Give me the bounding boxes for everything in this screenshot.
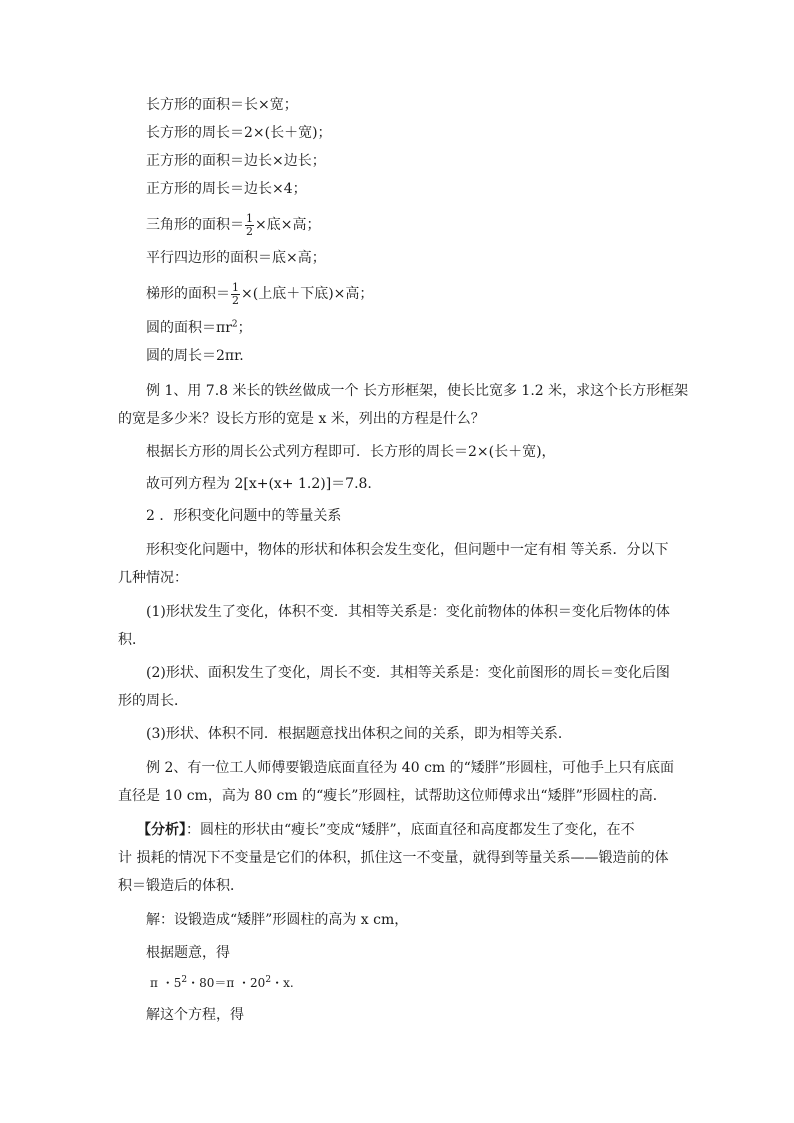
section2-intro1: 形积变化问题中，物体的形状和体积会发生变化，但问题中一定有相 等关系．分以下: [146, 542, 669, 558]
trapezoid-area-prefix: 梯形的面积＝: [146, 286, 230, 302]
formula-square-area: 正方形的面积＝边长×边长；: [146, 153, 326, 169]
circle-area-exponent: 2: [231, 319, 238, 330]
section2-case1-b: 积．: [118, 632, 146, 648]
section2-case1-a: (1)形状发生了变化，体积不变．其相等关系是：变化前物体的体积＝变化后物体的体: [146, 604, 670, 620]
fraction-denominator: 2: [246, 224, 253, 238]
equation-part-c: ・x.: [271, 976, 294, 990]
fraction-denominator: 2: [232, 293, 239, 307]
equation-part-b: ・80＝π ・20: [187, 976, 266, 990]
circle-area-suffix: ；: [237, 320, 252, 336]
formula-parallelogram-area: 平行四边形的面积＝底×高；: [146, 250, 326, 266]
section2-case2-b: 形的周长．: [118, 693, 188, 709]
solution-line1: 解：设锻造成“矮胖”形圆柱的高为 x cm，: [146, 912, 409, 928]
formula-trapezoid-area: [146, 279, 373, 309]
example2-analysis1: [137, 820, 635, 840]
triangle-area-prefix: 三角形的面积＝: [146, 217, 244, 233]
example2-analysis3: 积＝锻造后的体积．: [118, 878, 244, 894]
equation-exponent-a: 2: [181, 975, 188, 985]
section2-intro2: 几种情况：: [118, 570, 188, 586]
example1-line2: 的宽是多少米？设长方形的宽是 x 米，列出的方程是什么？: [118, 411, 485, 427]
triangle-area-suffix: ×底×高；: [255, 217, 321, 233]
analysis-text: ：圆柱的形状由“瘦长”变成“矮胖”，底面直径和高度都发生了变化，在不: [186, 822, 635, 838]
example1-line1: 例 1、用 7.8 米长的铁丝做成一个 长方形框架，使长比宽多 1.2 米，求这个长方形框架: [146, 383, 689, 399]
formula-square-perimeter: 正方形的周长＝边长×4；: [146, 181, 307, 197]
fraction-one-half: [245, 213, 254, 238]
equation-exponent-b: 2: [265, 975, 272, 985]
analysis-label: 【分析】: [137, 822, 186, 838]
fraction-numerator: 1: [246, 211, 253, 225]
solution-equation: [150, 973, 294, 993]
example2-line2: 直径是 10 cm，高为 80 cm 的“瘦长”形圆柱，试帮助这位师傅求出“矮胖”形圆柱的高．: [118, 788, 667, 804]
solution-line2: 根据题意，得: [146, 945, 230, 961]
formula-circle-perimeter: 圆的周长＝2πr.: [146, 348, 244, 364]
section2-heading: 2 ．形积变化问题中的等量关系: [146, 508, 342, 524]
example1-line3: 根据长方形的周长公式列方程即可．长方形的周长＝2×(长＋宽)，: [146, 444, 556, 460]
formula-rect-area: 长方形的面积＝长×宽；: [146, 97, 298, 113]
equation-part-a: π ・5: [150, 976, 182, 990]
example2-analysis2: 计 损耗的情况下不变量是它们的体积，抓住这一不变量，就得到等量关系——锻造前的体: [118, 850, 669, 866]
example2-line1: 例 2、有一位工人师傅要锻造底面直径为 40 cm 的“矮胖”形圆柱，可他手上只有底面: [146, 760, 674, 776]
formula-triangle-area: [146, 210, 320, 240]
solution-line3: 解这个方程，得: [146, 1007, 244, 1023]
trapezoid-area-suffix: ×(上底＋下底)×高；: [241, 286, 374, 302]
formula-circle-area: [146, 318, 252, 338]
section2-case2-a: (2)形状、面积发生了变化，周长不变．其相等关系是：变化前图形的周长＝变化后图: [146, 665, 670, 681]
circle-area-prefix: 圆的面积＝πr: [146, 320, 232, 336]
section2-case3: (3)形状、体积不同．根据题意找出体积之间的关系，即为相等关系．: [146, 726, 572, 742]
example1-line4: 故可列方程为 2[x+(x+ 1.2)]＝7.8.: [146, 476, 372, 492]
fraction-numerator: 1: [232, 280, 239, 294]
fraction-one-half: [231, 282, 240, 307]
formula-rect-perimeter: 长方形的周长＝2×(长＋宽)；: [146, 125, 332, 141]
